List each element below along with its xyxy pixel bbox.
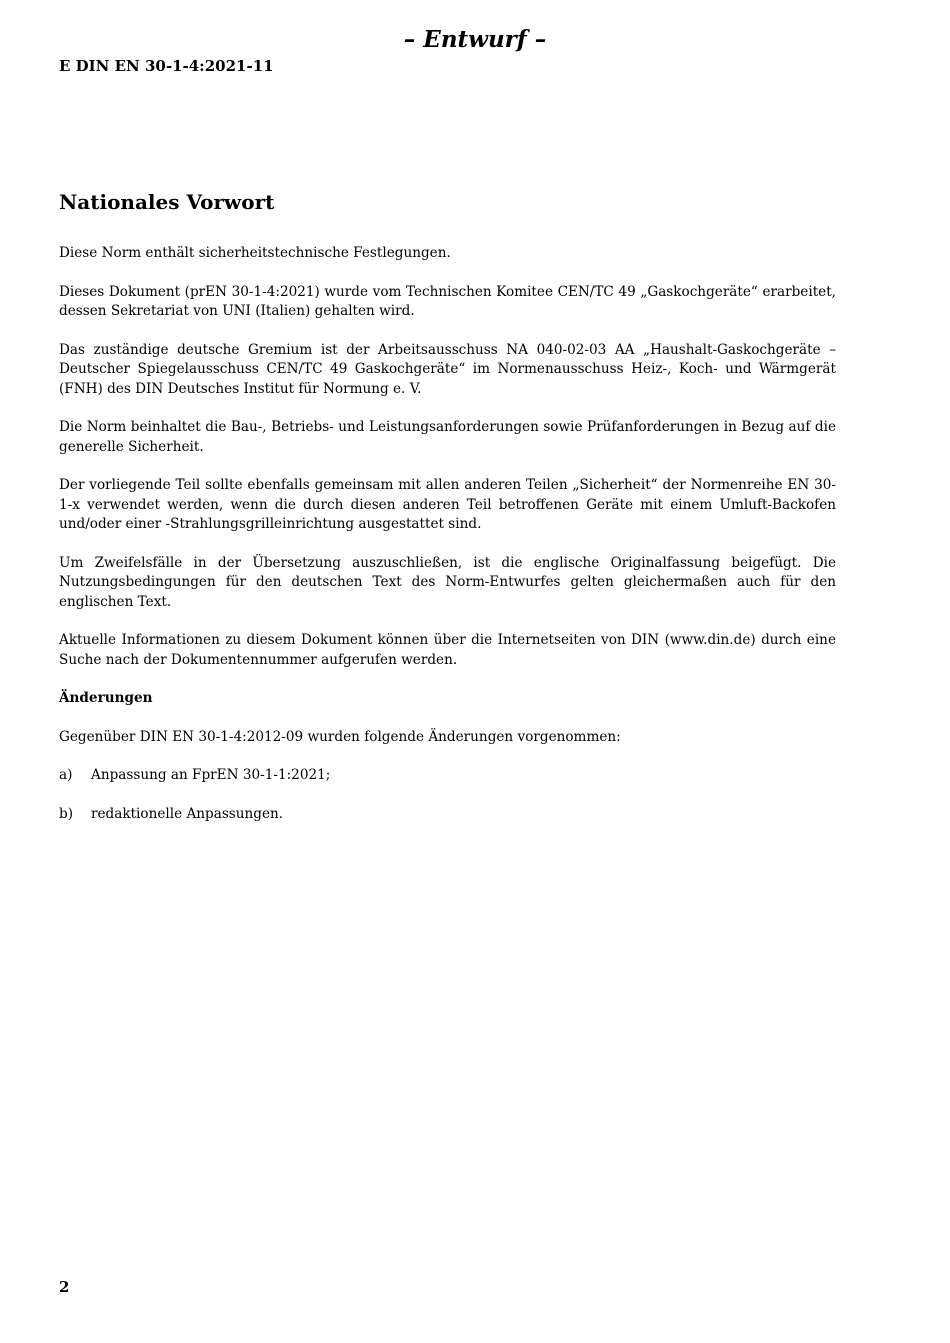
changes-intro: Gegenüber DIN EN 30-1-4:2012-09 wurden folgende Änderungen vorgenommen: — [59, 728, 621, 745]
paragraph-3: Das zuständige deutsche Gremium ist der Arbeitsausschuss NA 040-02-03 AA „Haushalt-Gaskochgeräte – Deutscher Spiegelausschuss CEN/TC 49 Gaskochgeräte“ im Normenausschuss Heiz-, Koch- und Wärmgerät (FNH) des DIN Deutsches Institut für Normung e. V. — [59, 341, 836, 397]
paragraph-4: Die Norm beinhaltet die Bau-, Betriebs- und Leistungsanforderungen sowie Prüfanforderungen in Bezug auf die generelle Sicherheit. — [59, 419, 836, 455]
page-body — [59, 188, 836, 843]
list-marker: a) — [59, 767, 73, 783]
list-item-text: Anpassung an FprEN 30-1-1:2021; — [91, 767, 331, 783]
changes-list-item — [59, 805, 836, 825]
section-title: Nationales Vorwort — [59, 190, 275, 214]
draft-watermark-label: – Entwurf – — [403, 26, 547, 53]
paragraph-5: Der vorliegende Teil sollte ebenfalls gemeinsam mit allen anderen Teilen „Sicherheit“ der Normenreihe EN 30-1-x verwendet werden, wenn die durch diesen anderen Teil betroffenen Geräte mit einem Umluft-Backofen und/oder einer -Strahlungsgrilleinrichtung ausgestattet sind. — [59, 477, 836, 532]
paragraph-6: Um Zweifelsfälle in der Übersetzung auszuschließen, ist die englische Originalfassung beigefügt. Die Nutzungsbedingungen für den deutschen Text des Norm-Entwurfes gelten gleichermaßen auch für den englischen Text. — [59, 554, 836, 610]
paragraph-2: Dieses Dokument (prEN 30-1-4:2021) wurde vom Technischen Komitee CEN/TC 49 „Gaskochgeräte“ erarbeitet, dessen Sekretariat von UNI (Italien) gehalten wird. — [59, 283, 836, 319]
paragraph-7: Aktuelle Informationen zu diesem Dokument können über die Internetseiten von DIN (www.din.de) durch eine Suche nach der Dokumentennummer aufgerufen werden. — [59, 632, 836, 668]
paragraph-1: Diese Norm enthält sicherheitstechnische Festlegungen. — [59, 245, 451, 261]
document-id: E DIN EN 30-1-4:2021-11 — [59, 57, 274, 75]
changes-heading: Änderungen — [59, 690, 153, 706]
list-item-text: redaktionelle Anpassungen. — [91, 805, 284, 822]
list-marker: b) — [59, 805, 74, 822]
changes-list-item — [59, 766, 836, 786]
page-number: 2 — [59, 1278, 70, 1296]
